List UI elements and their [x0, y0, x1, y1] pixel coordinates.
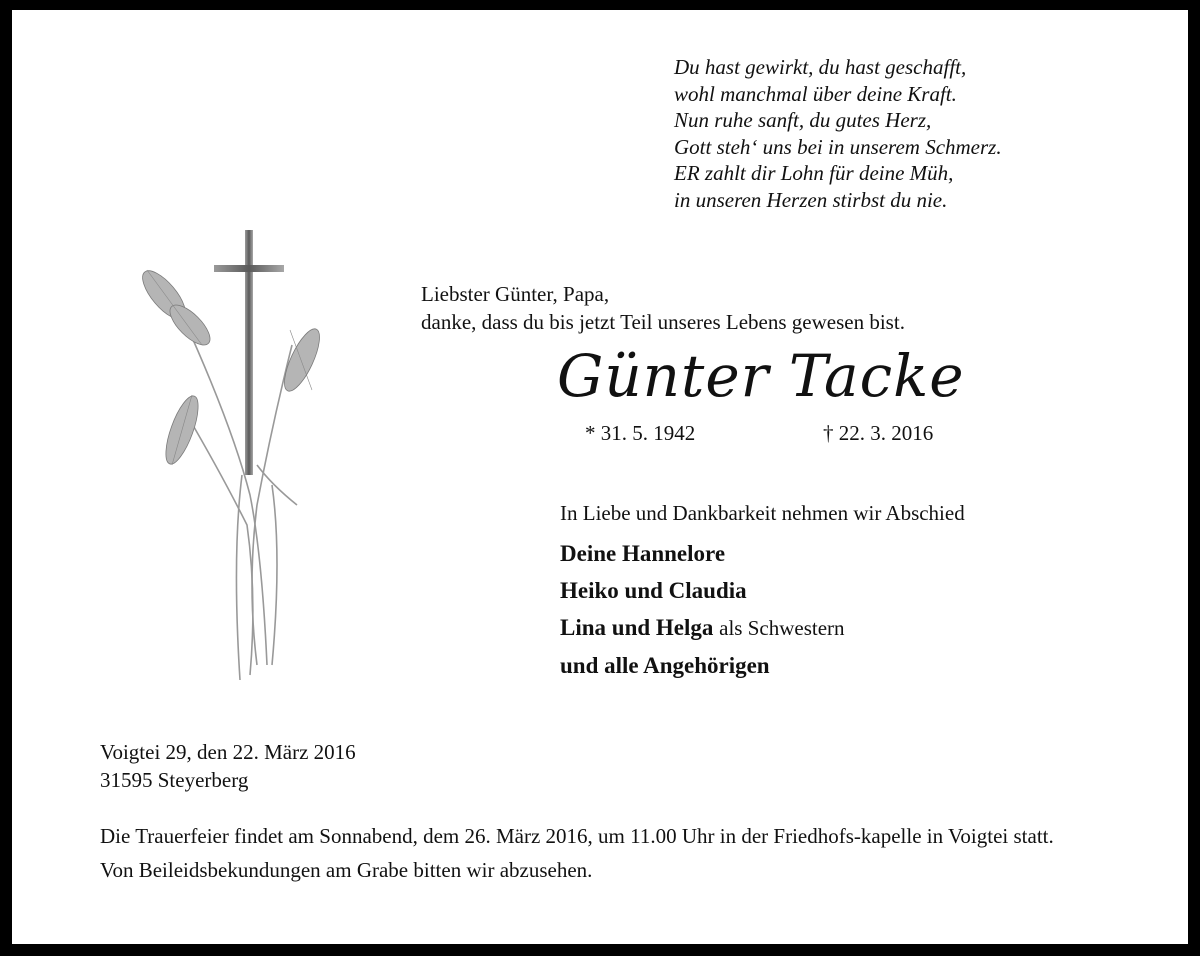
mourner-name: Deine Hannelore	[560, 541, 726, 566]
mourner-name: und alle Angehörigen	[560, 653, 770, 678]
death-date: † 22. 3. 2016	[823, 421, 934, 445]
poem-line: Nun ruhe sanft, du gutes Herz,	[674, 108, 932, 132]
address-line: 31595 Steyerberg	[100, 768, 249, 792]
poem-line: wohl manchmal über deine Kraft.	[674, 81, 957, 106]
poem-line: Gott steh‘ uns bei in unserem Schmerz.	[674, 134, 1002, 159]
condolence-request: Von Beileidsbekundungen am Grabe bitten wir abzusehen.	[100, 858, 593, 882]
poem-line: Du hast gewirkt, du hast geschafft,	[674, 55, 967, 79]
address-line: Voigtei 29, den 22. März 2016	[100, 740, 356, 764]
farewell-text: In Liebe und Dankbarkeit nehmen wir Abschied	[560, 501, 965, 525]
poem-line: in unseren Herzen stirbst du nie.	[674, 187, 948, 212]
mourner-relation: als Schwestern	[719, 616, 845, 640]
address	[100, 738, 356, 794]
deceased-name: Günter Tacke	[557, 342, 965, 410]
greeting-line: Liebster Günter, Papa,	[421, 282, 610, 306]
birth-date: * 31. 5. 1942	[585, 421, 696, 445]
cross-with-wheat-icon	[122, 225, 322, 685]
greeting	[421, 280, 905, 336]
poem	[674, 54, 1002, 213]
obituary-card	[12, 10, 1188, 944]
funeral-info: Die Trauerfeier findet am Sonnabend, dem 26. März 2016, um 11.00 Uhr in der Friedhofs-kapelle in Voigtei statt.	[100, 824, 1054, 848]
greeting-line: danke, dass du bis jetzt Teil unseres Lebens gewesen bist.	[421, 310, 905, 334]
funeral-notice	[100, 822, 1120, 890]
mourner-name: Heiko und Claudia	[560, 578, 747, 603]
mourners-list	[560, 535, 845, 684]
mourner-name: Lina und Helga	[560, 615, 714, 640]
poem-line: ER zahlt dir Lohn für deine Müh,	[674, 161, 954, 185]
